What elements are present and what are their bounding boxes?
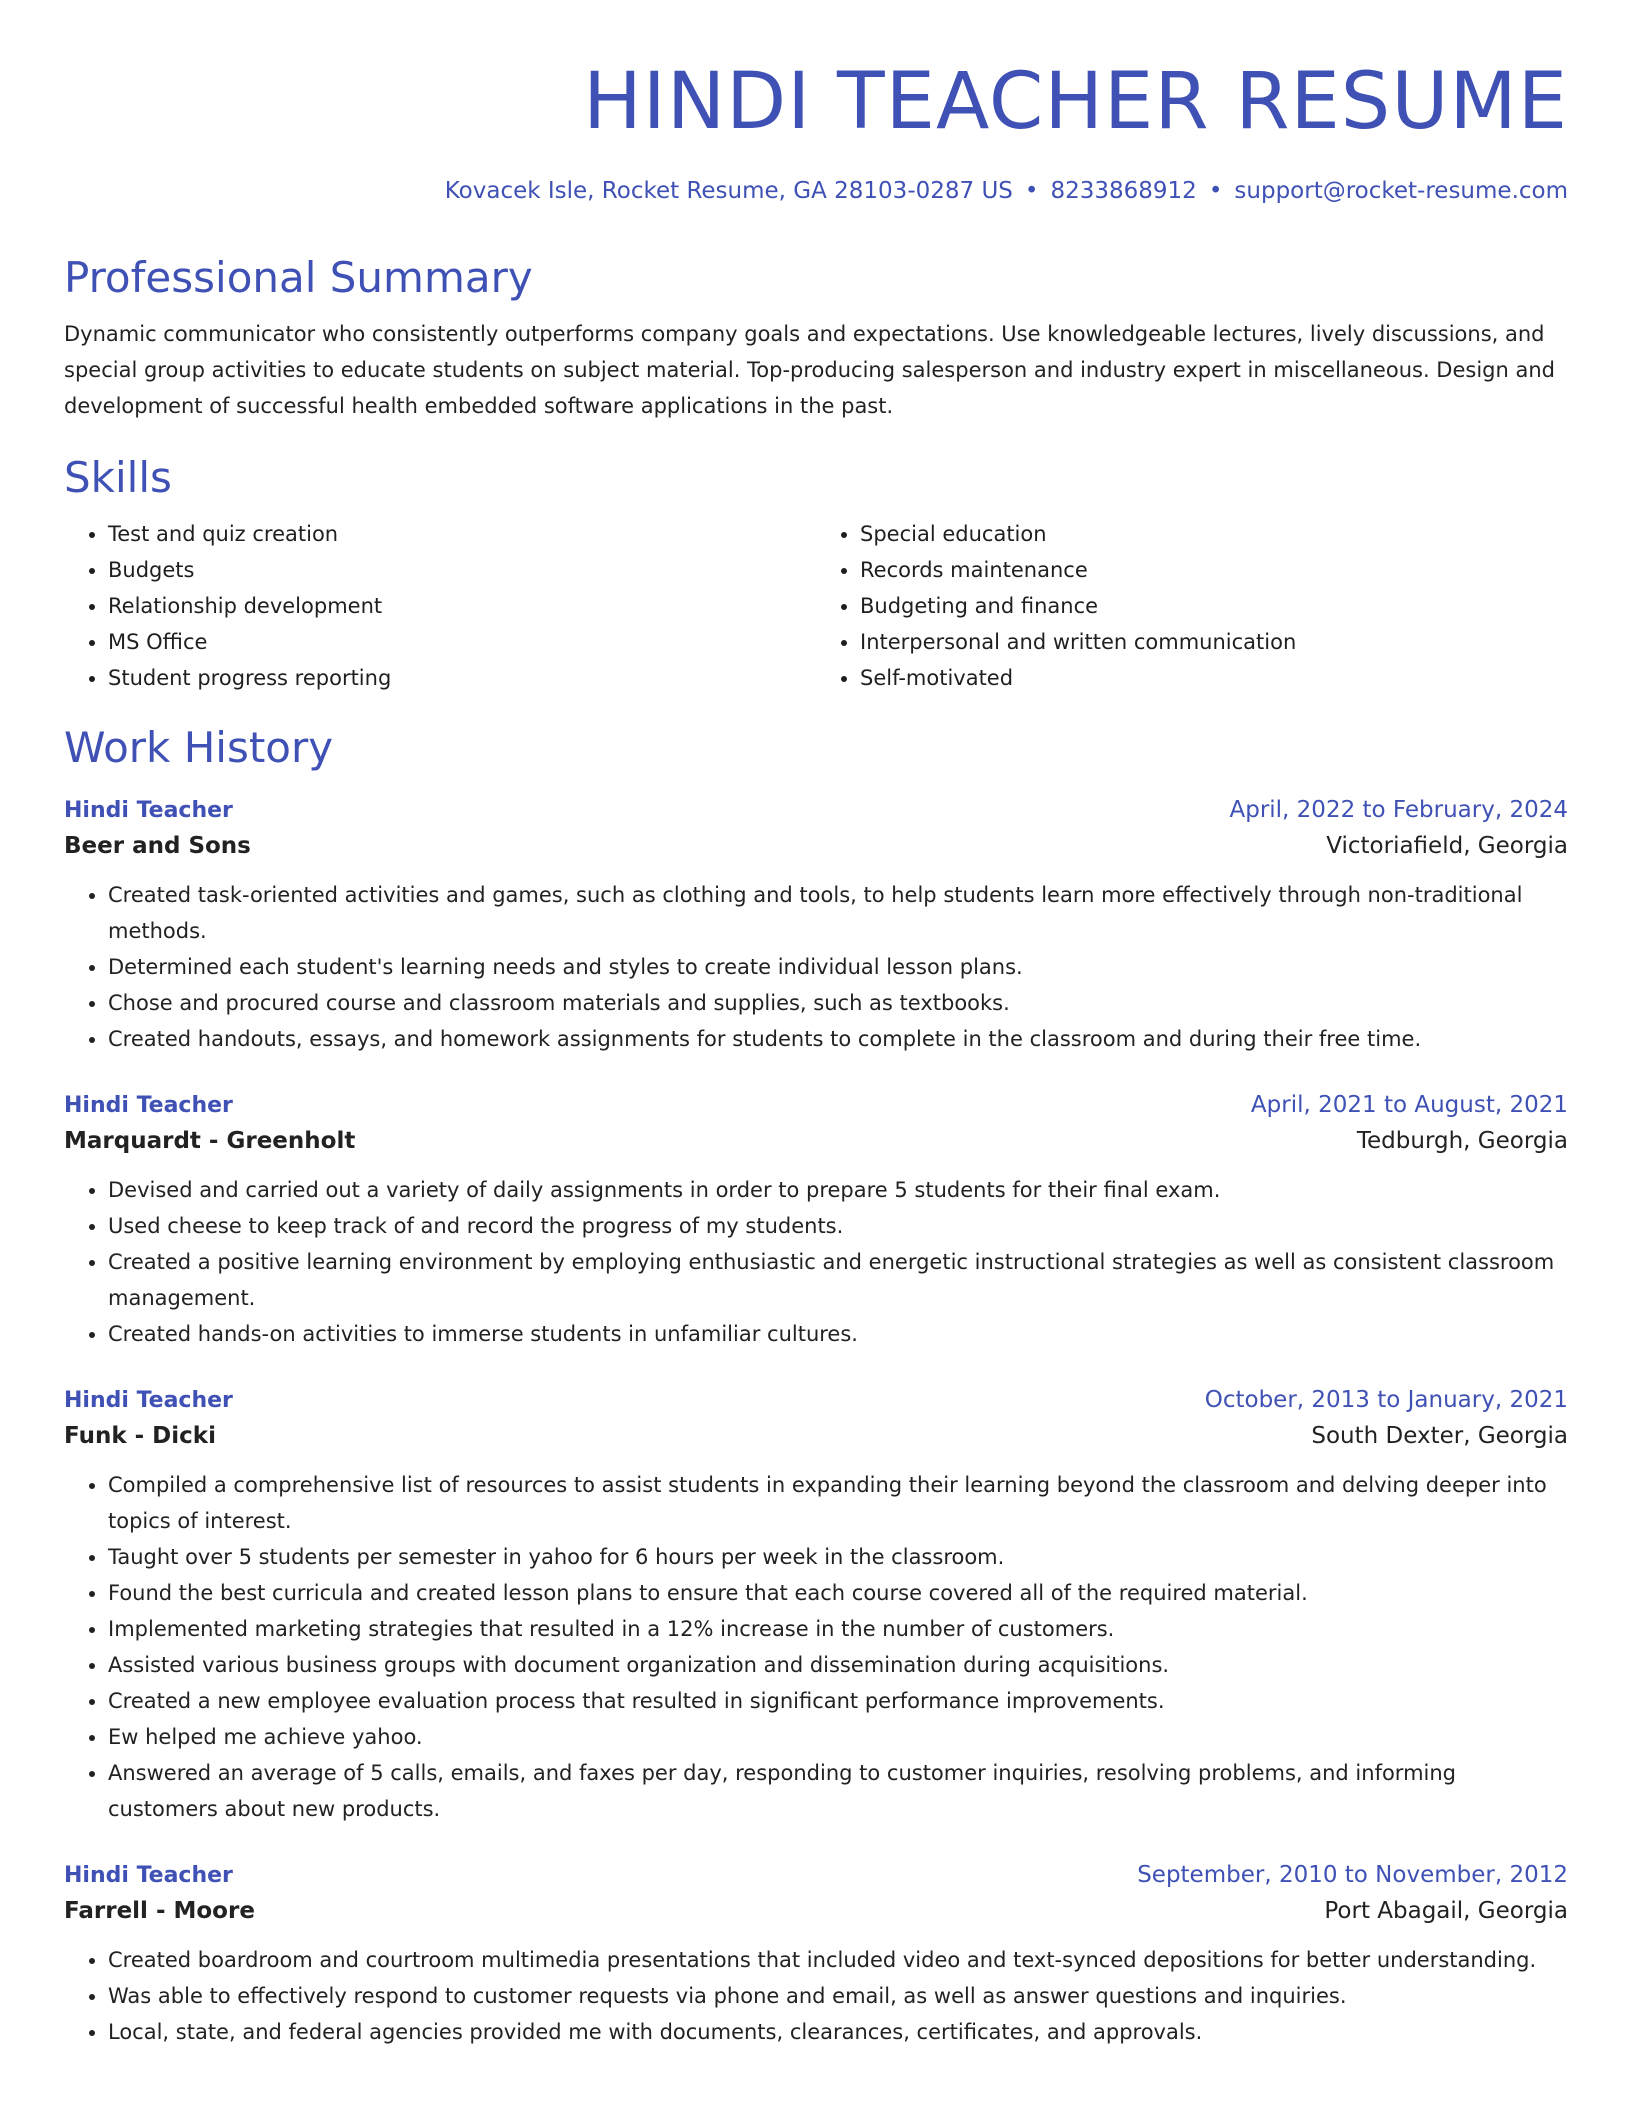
job-location: Tedburgh, Georgia (1356, 1128, 1568, 1154)
skill-item: • Special education (860, 516, 1568, 552)
skill-item: • MS Office (108, 624, 816, 660)
job-title: Hindi Teacher (64, 1388, 233, 1413)
contact-phone: 8233868912 (1050, 178, 1197, 204)
duty-item: • Used cheese to keep track of and record the progress of my students. (108, 1208, 1568, 1244)
job-location: Port Abagail, Georgia (1324, 1898, 1568, 1924)
job-dates: October, 2013 to January, 2021 (1204, 1387, 1568, 1413)
summary-text: Dynamic communicator who consistently outperforms company goals and expectations. Use knowledgeable lectures, lively discussions, and special group activities to educate students on subject material. Top-producing salesperson and industry expert in miscellaneous. Design and development of successful health embedded software applications in the past. (64, 322, 1555, 418)
contact-email: support@rocket-resume.com (1234, 178, 1568, 204)
duty-item: • Created a new employee evaluation process that resulted in significant performance improvements. (108, 1683, 1568, 1719)
duty-item: • Created a positive learning environment by employing enthusiastic and energetic instructional strategies as well as consistent classroom management. (108, 1244, 1568, 1316)
duty-item: • Implemented marketing strategies that resulted in a 12% increase in the number of customers. (108, 1611, 1568, 1647)
duty-item: • Created boardroom and courtroom multimedia presentations that included video and text-synced depositions for better understanding. (108, 1942, 1568, 1978)
job-company: Funk - Dicki (64, 1423, 216, 1449)
job-title: Hindi Teacher (64, 1863, 233, 1888)
duty-item: • Local, state, and federal agencies provided me with documents, clearances, certificates, and approvals. (108, 2014, 1568, 2050)
duty-item: • Was able to effectively respond to customer requests via phone and email, as well as answer questions and inquiries. (108, 1978, 1568, 2014)
skill-item: • Records maintenance (860, 552, 1568, 588)
job-company: Marquardt - Greenholt (64, 1128, 356, 1154)
duty-item: • Created task-oriented activities and games, such as clothing and tools, to help students learn more effectively through non-traditional methods. (108, 877, 1568, 949)
job-company-row (64, 1892, 1568, 1930)
duty-item: • Taught over 5 students per semester in yahoo for 6 hours per week in the classroom. (108, 1539, 1568, 1575)
job-duties (64, 1467, 1568, 1827)
duty-item: • Determined each student's learning needs and styles to create individual lesson plans. (108, 949, 1568, 985)
job-duties (64, 877, 1568, 1057)
job-entry (64, 1859, 1568, 2050)
contact-line (64, 176, 1568, 206)
duty-item: • Assisted various business groups with document organization and dissemination during acquisitions. (108, 1647, 1568, 1683)
job-company: Beer and Sons (64, 833, 251, 859)
duty-item: • Created handouts, essays, and homework assignments for students to complete in the classroom and during their free time. (108, 1021, 1568, 1057)
duty-item: • Created hands-on activities to immerse students in unfamiliar cultures. (108, 1316, 1568, 1352)
skill-item: • Relationship development (108, 588, 816, 624)
job-dates: September, 2010 to November, 2012 (1137, 1862, 1568, 1888)
job-header-row (64, 1089, 1568, 1122)
job-entry (64, 1384, 1568, 1827)
job-location: South Dexter, Georgia (1311, 1423, 1568, 1449)
job-company: Farrell - Moore (64, 1898, 255, 1924)
skills-column-right (816, 516, 1568, 696)
job-dates: April, 2021 to August, 2021 (1250, 1092, 1568, 1118)
skills-heading: Skills (64, 453, 172, 502)
job-entry (64, 1089, 1568, 1352)
skills-column-left (64, 516, 816, 696)
job-duties (64, 1172, 1568, 1352)
skills-list (64, 516, 1568, 696)
contact-address: Kovacek Isle, Rocket Resume, GA 28103-0287 US (444, 178, 1013, 204)
job-dates: April, 2022 to February, 2024 (1229, 797, 1568, 823)
resume-title: HINDI TEACHER RESUME (583, 57, 1568, 147)
skill-item: • Budgeting and finance (860, 588, 1568, 624)
job-company-row (64, 1122, 1568, 1160)
duty-item: • Compiled a comprehensive list of resources to assist students in expanding their learning beyond the classroom and delving deeper into topics of interest. (108, 1467, 1568, 1539)
skill-item: • Budgets (108, 552, 816, 588)
job-header-row (64, 794, 1568, 827)
job-company-row (64, 827, 1568, 865)
job-entry (64, 794, 1568, 1057)
job-header-row (64, 1384, 1568, 1417)
job-company-row (64, 1417, 1568, 1455)
duty-item: • Devised and carried out a variety of daily assignments in order to prepare 5 students for their final exam. (108, 1172, 1568, 1208)
skill-item: • Student progress reporting (108, 660, 816, 696)
summary-heading: Professional Summary (64, 253, 533, 302)
duty-item: • Answered an average of 5 calls, emails, and faxes per day, responding to customer inquiries, resolving problems, and informing customers about new products. (108, 1755, 1568, 1827)
job-title: Hindi Teacher (64, 1093, 233, 1118)
duty-item: • Chose and procured course and classroom materials and supplies, such as textbooks. (108, 985, 1568, 1021)
skill-item: • Self-motivated (860, 660, 1568, 696)
job-duties (64, 1942, 1568, 2050)
job-header-row (64, 1859, 1568, 1892)
contact-separator: • (1024, 178, 1039, 204)
job-title: Hindi Teacher (64, 798, 233, 823)
work-history-heading: Work History (64, 723, 334, 772)
duty-item: • Found the best curricula and created lesson plans to ensure that each course covered all of the required material. (108, 1575, 1568, 1611)
skill-item: • Test and quiz creation (108, 516, 816, 552)
contact-separator: • (1208, 178, 1223, 204)
skill-item: • Interpersonal and written communication (860, 624, 1568, 660)
duty-item: • Ew helped me achieve yahoo. (108, 1719, 1568, 1755)
job-location: Victoriafield, Georgia (1326, 833, 1568, 859)
